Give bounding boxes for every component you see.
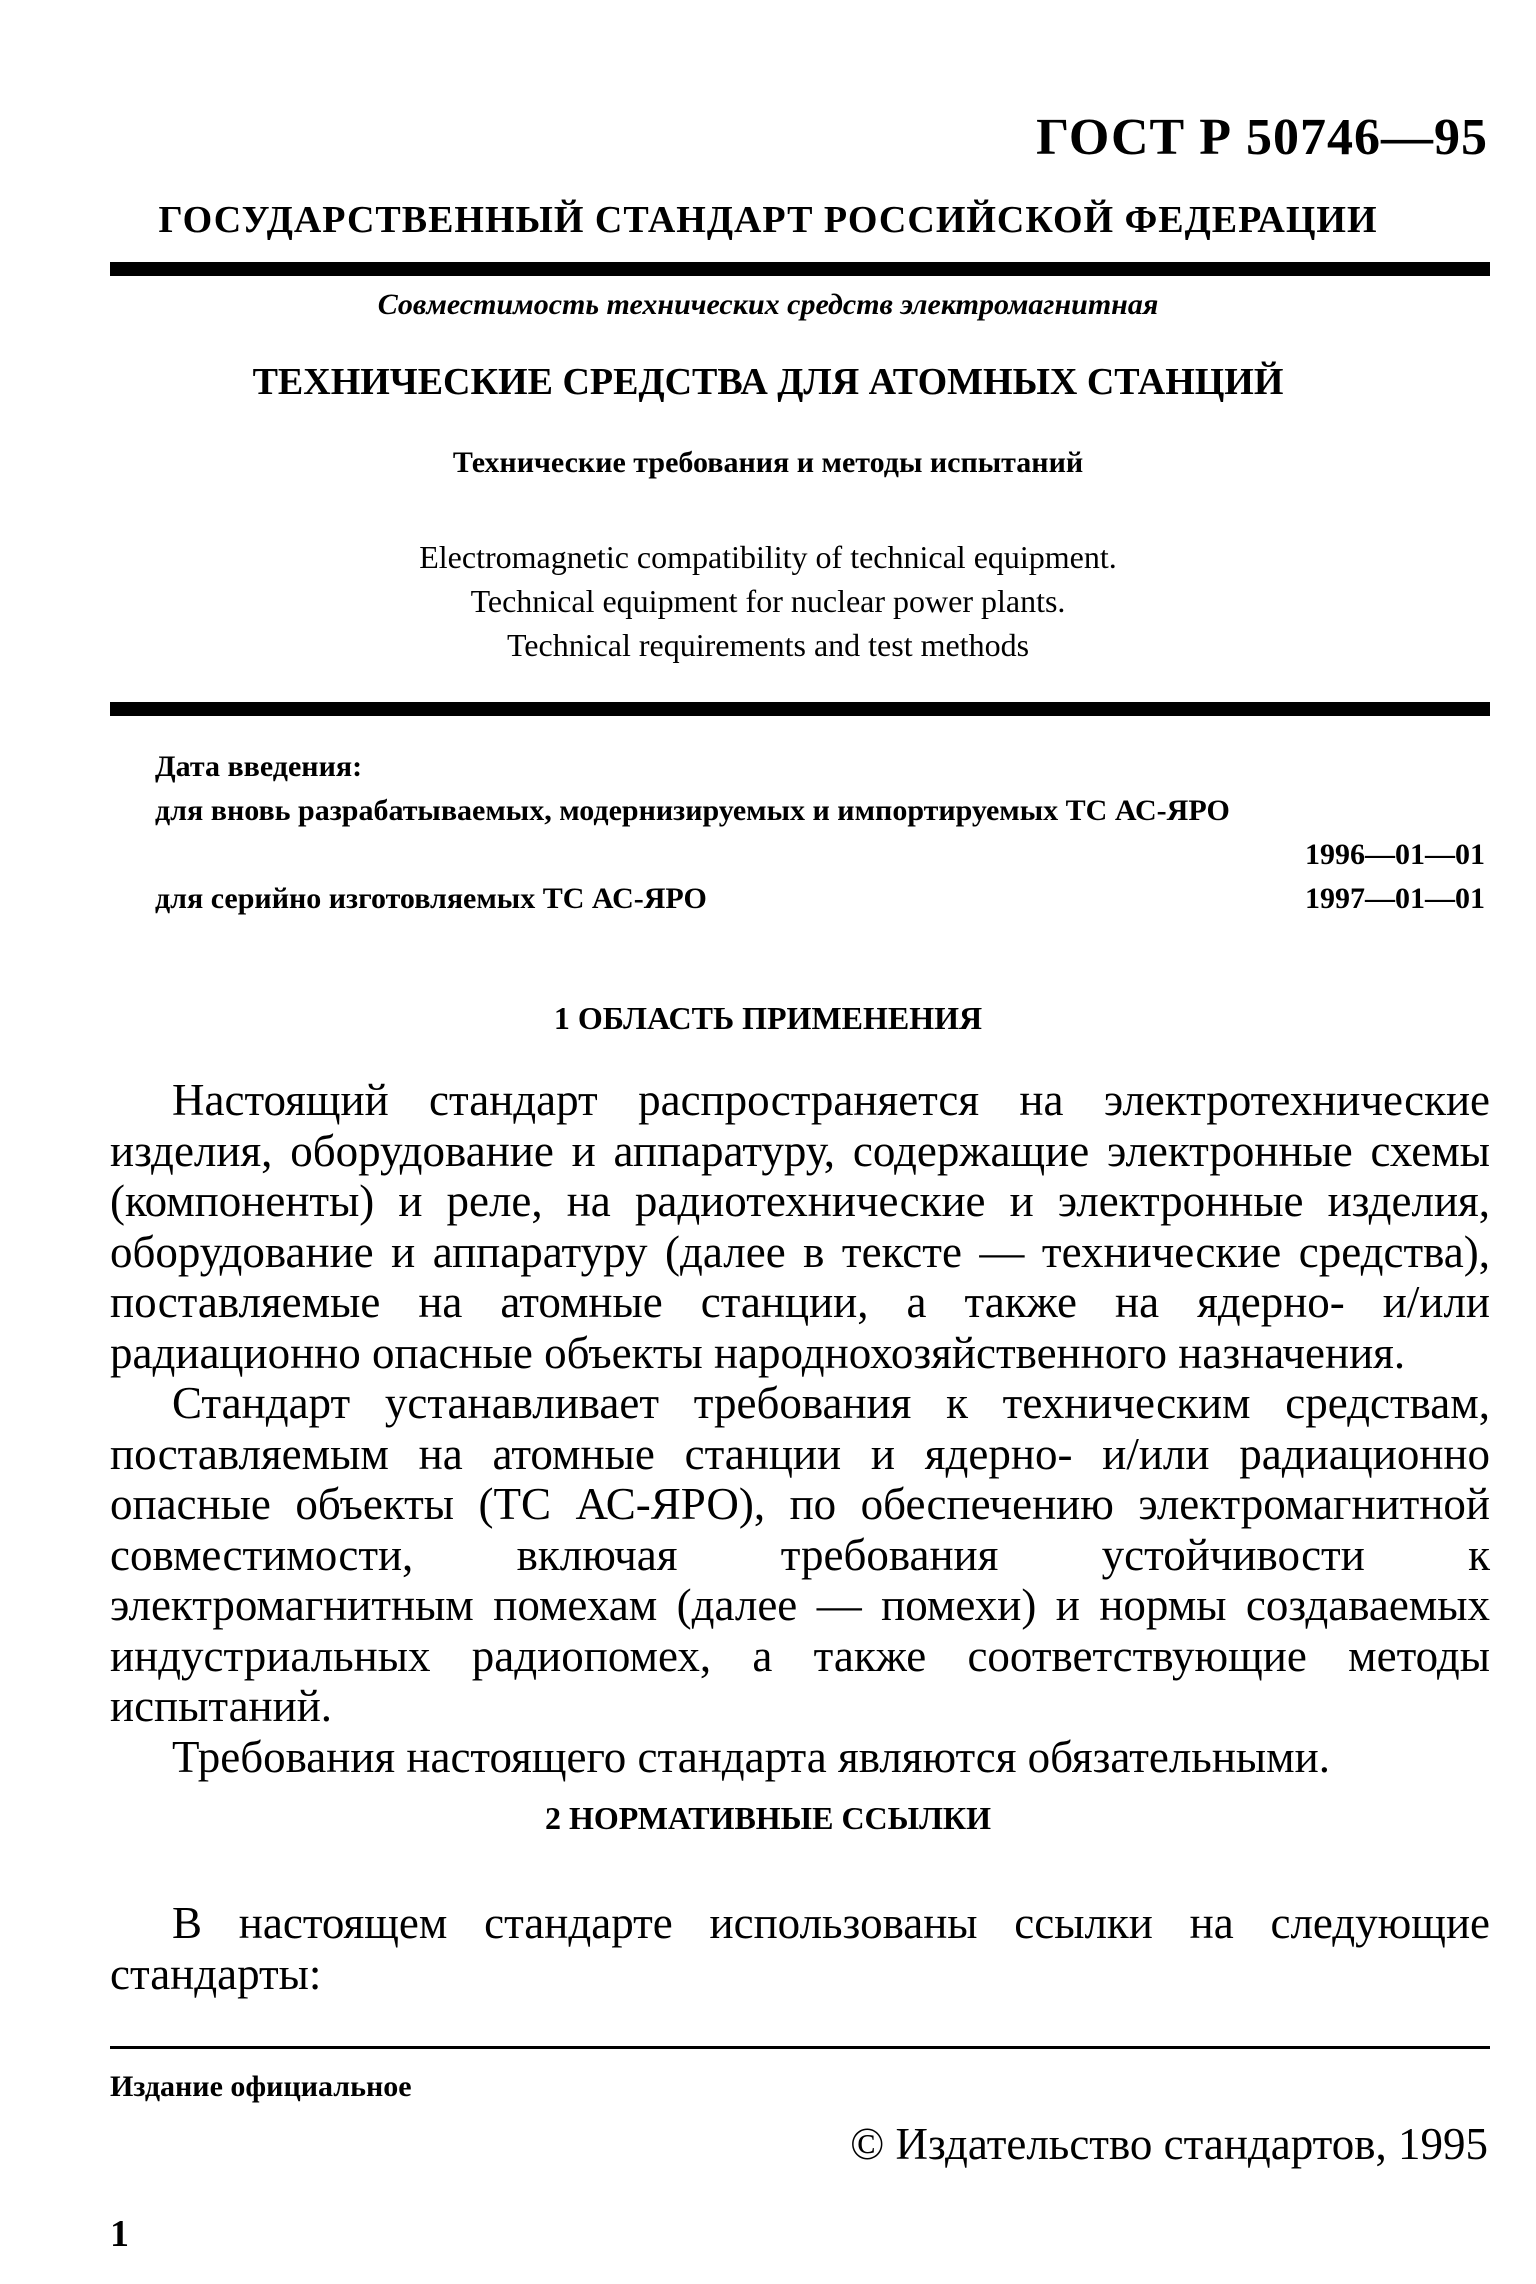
copyright-notice: © Издательство стандартов, 1995 [850, 2119, 1488, 2169]
subtitle-top: Совместимость технических средств электромагнитная [377, 288, 1159, 321]
serial-products-label: для серийно изготовляемых ТС АС-ЯРО [155, 882, 707, 915]
subtitle-bottom: Технические требования и методы испытаний [452, 446, 1084, 479]
english-title [0, 535, 1536, 667]
main-title: ТЕХНИЧЕСКИЕ СРЕДСТВА ДЛЯ АТОМНЫХ СТАНЦИЙ [252, 361, 1284, 403]
serial-products-date: 1997—01—01 [1305, 882, 1485, 915]
dates-label: Дата введения: [155, 750, 363, 783]
english-title-line: Electromagnetic compatibility of technical equipment. [419, 539, 1117, 575]
section-1-body [110, 1075, 1490, 1782]
new-products-label: для вновь разрабатываемых, модернизируемых и импортируемых ТС АС-ЯРО [155, 794, 1230, 827]
middle-divider [110, 702, 1490, 716]
section-2-heading: 2 НОРМАТИВНЫЕ ССЫЛКИ [544, 1800, 992, 1836]
footer-divider [110, 2046, 1490, 2049]
section-1-paragraph: Настоящий стандарт распространяется на электротехнические изделия, оборудование и аппаратуру, содержащие электронные схемы (компоненты) и реле, на радиотехнические и электронные изделия, оборудование и аппаратуру (далее в тексте — технические средства), поставляемые на атомные станции, а также на ядерно- и/или радиационно опасные объекты народнохозяйственного назначения. [110, 1075, 1490, 1378]
serial-products-row [155, 882, 1485, 926]
section-1-paragraph: Требования настоящего стандарта являются обязательными. [172, 1731, 1330, 1782]
section-1-heading: 1 ОБЛАСТЬ ПРИМЕНЕНИЯ [553, 1000, 983, 1036]
standard-code: ГОСТ Р 50746—95 [1036, 109, 1488, 166]
section-2-paragraph: В настоящем стандарте использованы ссылки на следующие стандарты: [110, 1898, 1490, 1999]
organization-heading: ГОСУДАРСТВЕННЫЙ СТАНДАРТ РОССИЙСКОЙ ФЕДЕРАЦИИ [158, 199, 1378, 241]
english-title-line: Technical equipment for nuclear power plants. [470, 583, 1066, 619]
new-products-date-row [155, 838, 1485, 882]
section-2-body [110, 1898, 1490, 1999]
official-edition-label: Издание официальное [110, 2070, 412, 2103]
section-1-paragraph: Стандарт устанавливает требования к техническим средствам, поставляемым на атомные станции и ядерно- и/или радиационно опасные объекты (ТС АС-ЯРО), по обеспечению электромагнитной совместимости, включая требования устойчивости к электромагнитным помехам (далее — помехи) и нормы создаваемых индустриальных радиопомех, а также соответствующие методы испытаний. [110, 1378, 1490, 1731]
english-title-line: Technical requirements and test methods [506, 627, 1030, 663]
new-products-date: 1996—01—01 [1305, 838, 1485, 871]
top-divider [110, 262, 1490, 276]
page-number: 1 [110, 2213, 129, 2255]
introduction-dates [155, 750, 1485, 926]
